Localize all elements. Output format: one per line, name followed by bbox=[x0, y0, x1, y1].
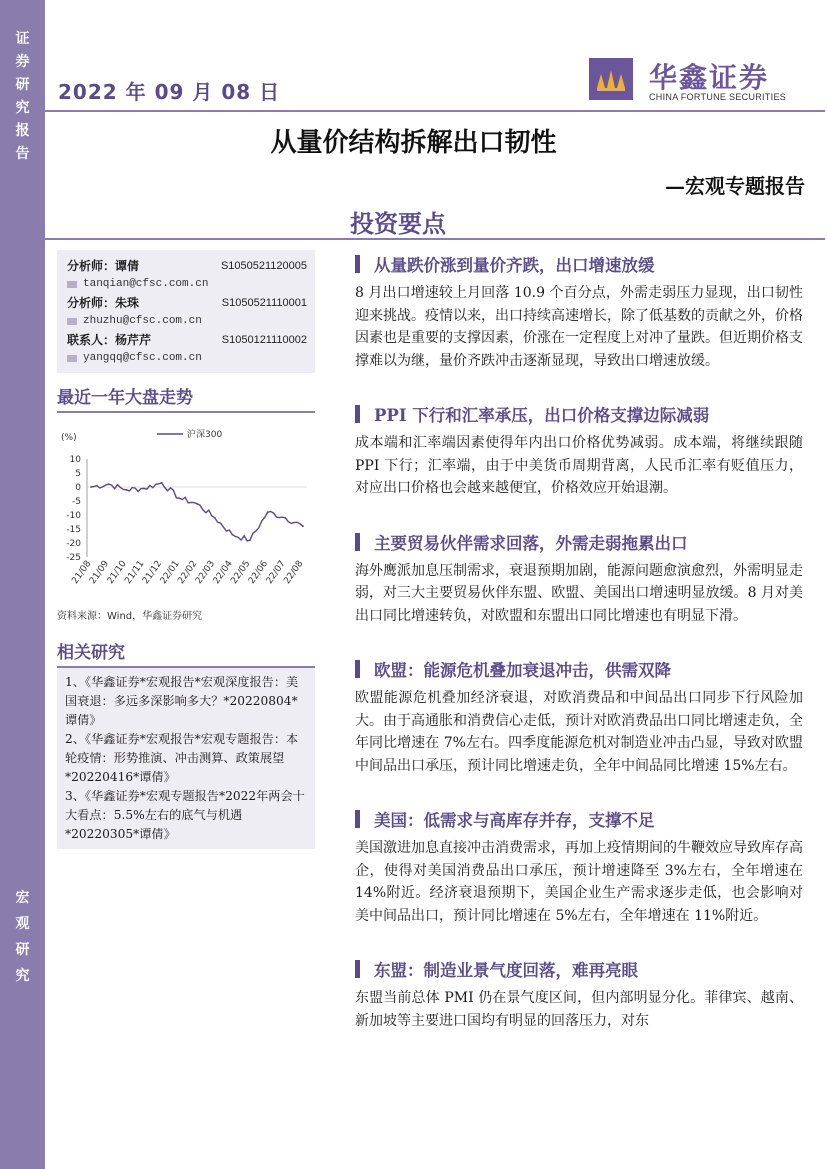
report-subtitle: —宏观专题报告 bbox=[665, 174, 805, 198]
section-bar-icon bbox=[355, 810, 360, 828]
y-tick-label: 5 bbox=[75, 469, 81, 479]
section-bar-icon bbox=[355, 533, 360, 551]
x-tick-label: 22/01 bbox=[158, 558, 182, 586]
left-column bbox=[57, 250, 315, 849]
x-tick-label: 21/11 bbox=[123, 558, 147, 586]
analyst-email[interactable] bbox=[67, 275, 307, 293]
logo-chinese-name: 华鑫证券 bbox=[649, 61, 770, 94]
analyst-code: S1050121110002 bbox=[221, 333, 307, 346]
y-tick-label: -20 bbox=[66, 539, 81, 549]
x-tick-label: 21/09 bbox=[88, 558, 112, 586]
analyst-row bbox=[67, 256, 307, 275]
x-tick-label: 22/08 bbox=[282, 558, 306, 586]
section bbox=[355, 805, 803, 927]
data-point bbox=[249, 539, 251, 541]
related-item[interactable]: 2、《华鑫证券*宏观报告*宏观专题报告：本轮疫情：形势推演、冲击测算、政策展望*20220416*谭倩》 bbox=[65, 732, 299, 784]
analyst-name: 分析师：谭倩 bbox=[67, 259, 140, 273]
section-heading bbox=[355, 805, 803, 833]
sidebar-char: 观 bbox=[15, 916, 30, 932]
section-body: 成本端和汇率端因素使得年内出口价格优势减弱。成本端，将继续跟随 PPI 下行；汇率端，由于中美货币周期背离，人民币汇率有贬值压力，对应出口价格也会越来越便宜，价格效应开始退潮。 bbox=[355, 435, 803, 496]
section-body: 8 月出口增速较上月回落 10.9 个百分点，外需走弱压力显现，出口韧性迎来挑战。疫情以来，出口持续高速增长，除了低基数的贡献之外，价格因素也是重要的支撑因素，价涨在一定程度上对冲了量跌。但近期价格支撑难以为继，量价齐跌冲击逐渐显现，导致出口增速放缓。 bbox=[355, 285, 803, 369]
data-point bbox=[178, 497, 180, 499]
data-point bbox=[196, 503, 198, 505]
sidebar-char: 研 bbox=[15, 942, 30, 958]
section-heading bbox=[355, 250, 803, 278]
section-body: 海外鹰派加息压制需求，衰退预期加剧，能源问题愈演愈烈，外需明显走弱，对三大主要贸易伙伴东盟、欧盟、美国出口增速明显放缓。8 月对美出口同比增速转负，对欧盟和东盟出口同比增速也有明显下滑。 bbox=[355, 562, 803, 624]
logo-english-name: CHINA FORTUNE SECURITIES bbox=[649, 92, 787, 102]
market-chart-title: 最近一年大盘走势 bbox=[57, 383, 315, 413]
data-point bbox=[161, 482, 163, 484]
sidebar-char: 券 bbox=[15, 54, 30, 70]
section-body: 东盟当前总体 PMI 仍在景气度区间，但内部明显分化。菲律宾、越南、新加坡等主要进口国均有明显的回落压力，对东 bbox=[355, 990, 803, 1029]
sidebar-char: 报 bbox=[15, 123, 30, 139]
market-chart bbox=[57, 417, 315, 607]
section bbox=[355, 400, 803, 500]
analyst-email[interactable] bbox=[67, 312, 307, 330]
related-research-title: 相关研究 bbox=[57, 638, 315, 668]
analyst-name: 联系人：杨芹芹 bbox=[67, 333, 152, 347]
section bbox=[355, 655, 803, 777]
heading-divider bbox=[45, 238, 825, 240]
header-divider bbox=[45, 110, 825, 112]
x-tick-label: 21/08 bbox=[70, 558, 94, 586]
y-tick-label: -10 bbox=[66, 511, 81, 521]
related-item[interactable]: 3、《华鑫证券*宏观专题报告*2022年两会十大看点：5.5%左右的底气与机遇*20220305*谭倩》 bbox=[65, 789, 305, 841]
sidebar-char: 究 bbox=[15, 100, 30, 116]
sidebar-char: 研 bbox=[15, 77, 30, 93]
analyst-email[interactable] bbox=[67, 349, 307, 367]
sidebar-bottom-label bbox=[0, 885, 45, 989]
x-tick-label: 22/05 bbox=[229, 558, 253, 586]
x-tick-label: 22/07 bbox=[264, 558, 288, 586]
section-heading bbox=[355, 528, 803, 556]
email-text[interactable]: zhuzhu@cfsc.com.cn bbox=[83, 315, 202, 327]
section-heading bbox=[355, 400, 803, 428]
analyst-code: S1050521120005 bbox=[220, 259, 307, 272]
data-point bbox=[231, 534, 233, 536]
email-text[interactable]: yangqq@cfsc.com.cn bbox=[83, 352, 202, 364]
report-date: 2022 年 09 月 08 日 bbox=[58, 80, 281, 104]
legend-label: 沪深300 bbox=[187, 430, 223, 440]
data-point bbox=[125, 489, 127, 491]
sidebar-char: 究 bbox=[15, 968, 30, 984]
company-logo bbox=[589, 54, 789, 104]
section bbox=[355, 250, 803, 372]
x-tick-label: 21/12 bbox=[141, 558, 165, 586]
section-bar-icon bbox=[355, 255, 360, 273]
mail-icon bbox=[67, 318, 77, 325]
section-heading bbox=[355, 955, 803, 983]
market-chart-svg bbox=[57, 417, 315, 607]
y-tick-label: -15 bbox=[66, 525, 81, 535]
y-tick-label: 10 bbox=[69, 455, 81, 465]
data-point bbox=[90, 486, 92, 488]
mail-icon bbox=[67, 281, 77, 288]
sidebar-char: 证 bbox=[15, 31, 30, 47]
chart-source: 资料来源：Wind，华鑫证券研究 bbox=[57, 611, 203, 622]
section-heading-text: 欧盟：能源危机叠加衰退冲击，供需双降 bbox=[374, 661, 671, 680]
section-heading-text: PPI 下行和汇率承压，出口价格支撑边际减弱 bbox=[374, 406, 710, 425]
section bbox=[355, 528, 803, 628]
analyst-name: 分析师：朱珠 bbox=[67, 296, 140, 310]
data-point bbox=[302, 525, 304, 527]
section-heading-text: 从量跌价涨到量价齐跌，出口增速放缓 bbox=[374, 256, 655, 275]
x-tick-label: 22/04 bbox=[211, 558, 235, 586]
y-tick-label: -5 bbox=[72, 497, 81, 507]
related-research-box bbox=[57, 668, 315, 849]
data-point bbox=[143, 488, 145, 490]
email-text[interactable]: tanqian@cfsc.com.cn bbox=[83, 278, 209, 290]
section-heading-text: 主要贸易伙伴需求回落，外需走弱拖累出口 bbox=[374, 533, 688, 553]
data-point bbox=[267, 511, 269, 513]
section-bar-icon bbox=[355, 960, 360, 978]
report-title: 从量价结构拆解出口韧性 bbox=[270, 128, 557, 158]
analyst-row bbox=[67, 293, 307, 312]
right-column bbox=[355, 250, 803, 1032]
section-heading-text: 东盟：制造业景气度回落，难再亮眼 bbox=[374, 961, 638, 980]
analyst-code: S1050521110001 bbox=[221, 296, 307, 309]
section-bar-icon bbox=[355, 660, 360, 678]
section-body: 欧盟能源危机叠加经济衰退，对欧消费品和中间品出口同步下行风险加大。由于高通胀和消费信心走低，预计对欧消费品出口同比增速走负，全年同比增速在 7%左右。四季度能源危机对制造业冲击凸显，导致对欧盟中间品出口承压，预计同比增速走负，全年中间品同比增速 15%左右。 bbox=[355, 690, 803, 774]
analyst-box bbox=[57, 250, 315, 373]
related-item[interactable]: 1、《华鑫证券*宏观报告*宏观深度报告：美国衰退：多远多深影响多大？*20220804*谭倩》 bbox=[65, 675, 299, 727]
data-point bbox=[108, 483, 110, 485]
analyst-row bbox=[67, 330, 307, 349]
data-point bbox=[284, 517, 286, 519]
mail-icon bbox=[67, 355, 77, 362]
y-tick-label: -25 bbox=[66, 553, 81, 563]
left-sidebar bbox=[0, 0, 45, 1169]
y-axis-label: (%) bbox=[61, 433, 77, 443]
x-tick-label: 21/10 bbox=[105, 558, 129, 586]
logo-emblem-icon bbox=[589, 58, 633, 100]
x-tick-label: 22/06 bbox=[247, 558, 271, 586]
sidebar-char: 宏 bbox=[15, 890, 30, 906]
sidebar-char: 告 bbox=[15, 146, 30, 162]
section-bar-icon bbox=[355, 405, 360, 423]
section-heading-text: 美国：低需求与高库存并存，支撑不足 bbox=[374, 811, 655, 830]
data-point bbox=[214, 517, 216, 519]
key-points-heading: 投资要点 bbox=[350, 209, 446, 238]
x-tick-label: 22/02 bbox=[176, 558, 200, 586]
section-body: 美国激进加息直接冲击消费需求，再加上疫情期间的牛鞭效应导致库存高企，使得对美国消费品出口承压，预计增速降至 3%左右，全年增速在 14%附近。经济衰退预期下，美国企业生产需求逐步走低，也会影响对美中间品出口，预计同比增速在 5%左右，全年增速在 11%附近。 bbox=[355, 840, 803, 924]
y-tick-label: 0 bbox=[75, 483, 81, 493]
series-line-hs300 bbox=[91, 483, 303, 541]
section bbox=[355, 955, 803, 1032]
section-heading bbox=[355, 655, 803, 683]
x-tick-label: 22/03 bbox=[194, 558, 218, 586]
